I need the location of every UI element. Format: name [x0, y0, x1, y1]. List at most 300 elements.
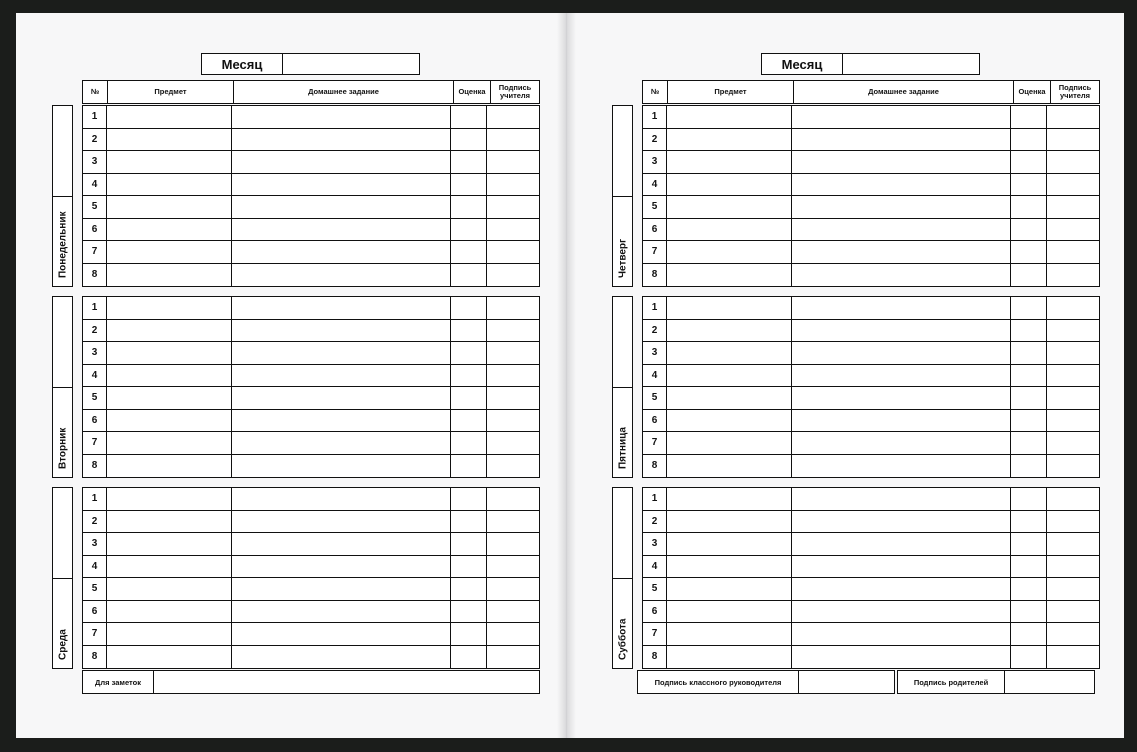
teacher-sign-cell[interactable] — [1047, 601, 1099, 623]
teacher-sign-cell[interactable] — [1047, 646, 1099, 669]
header-grade: Оценка — [1014, 81, 1051, 103]
teacher-sign-cell[interactable] — [487, 533, 539, 555]
teacher-sign-cell[interactable] — [487, 196, 539, 218]
day-name: Суббота — [617, 618, 628, 660]
homework-cell[interactable] — [792, 410, 1011, 432]
subject-cell[interactable] — [107, 219, 232, 241]
homework-cell[interactable] — [232, 556, 451, 578]
grade-cell[interactable] — [451, 342, 487, 364]
grade-cell[interactable] — [1011, 241, 1047, 263]
homework-cell[interactable] — [232, 646, 451, 669]
teacher-sign-cell[interactable] — [1047, 455, 1099, 478]
table-row — [643, 264, 1099, 287]
teacher-sign-cell[interactable] — [487, 320, 539, 342]
subject-cell[interactable] — [107, 241, 232, 263]
homework-cell[interactable] — [232, 241, 451, 263]
table-row — [643, 219, 1099, 242]
subject-cell[interactable] — [667, 297, 792, 319]
homework-cell[interactable] — [232, 533, 451, 555]
teacher-sign-cell[interactable] — [487, 219, 539, 241]
homework-cell[interactable] — [792, 533, 1011, 555]
grade-cell[interactable] — [451, 455, 487, 478]
homework-cell[interactable] — [232, 297, 451, 319]
subject-cell[interactable] — [667, 151, 792, 173]
homework-cell[interactable] — [792, 387, 1011, 409]
lesson-number: 5 — [83, 578, 107, 600]
lesson-number: 7 — [643, 241, 667, 263]
grade-cell[interactable] — [1011, 151, 1047, 173]
lesson-number: 6 — [83, 601, 107, 623]
day-label-box — [52, 296, 73, 478]
homework-cell[interactable] — [792, 129, 1011, 151]
grade-cell[interactable] — [1011, 410, 1047, 432]
grade-cell[interactable] — [1011, 488, 1047, 510]
teacher-sign-cell[interactable] — [487, 455, 539, 478]
subject-cell[interactable] — [107, 342, 232, 364]
table-row — [83, 488, 539, 511]
lesson-table — [82, 487, 540, 669]
homework-cell[interactable] — [232, 578, 451, 600]
subject-cell[interactable] — [107, 320, 232, 342]
table-row — [643, 533, 1099, 556]
day-name: Понедельник — [57, 211, 68, 278]
subject-cell[interactable] — [667, 410, 792, 432]
table-row — [83, 432, 539, 455]
table-row — [83, 623, 539, 646]
table-row — [83, 578, 539, 601]
subject-cell[interactable] — [107, 556, 232, 578]
homework-cell[interactable] — [232, 410, 451, 432]
lesson-number: 3 — [643, 151, 667, 173]
grade-cell[interactable] — [451, 556, 487, 578]
day-block — [612, 296, 1100, 478]
grade-cell[interactable] — [451, 219, 487, 241]
homework-cell[interactable] — [792, 601, 1011, 623]
grade-cell[interactable] — [451, 151, 487, 173]
grade-cell[interactable] — [451, 106, 487, 128]
homework-cell[interactable] — [232, 151, 451, 173]
lesson-number: 1 — [83, 488, 107, 510]
homework-cell[interactable] — [792, 556, 1011, 578]
subject-cell[interactable] — [107, 410, 232, 432]
teacher-sign-cell[interactable] — [1047, 410, 1099, 432]
teacher-sign-cell[interactable] — [1047, 106, 1099, 128]
header-subject: Предмет — [108, 81, 234, 103]
day-label-divider — [53, 387, 72, 388]
subject-cell[interactable] — [107, 106, 232, 128]
grade-cell[interactable] — [1011, 174, 1047, 196]
month-field — [201, 53, 420, 75]
table-row — [643, 297, 1099, 320]
subject-cell[interactable] — [107, 432, 232, 454]
grade-cell[interactable] — [1011, 646, 1047, 669]
homework-cell[interactable] — [232, 106, 451, 128]
class-teacher-sign-box — [637, 670, 895, 694]
subject-cell[interactable] — [667, 646, 792, 669]
subject-cell[interactable] — [667, 533, 792, 555]
teacher-sign-cell[interactable] — [487, 511, 539, 533]
grade-cell[interactable] — [451, 511, 487, 533]
subject-cell[interactable] — [667, 387, 792, 409]
lesson-table — [642, 105, 1100, 287]
day-label-box — [612, 487, 633, 669]
grade-cell[interactable] — [1011, 455, 1047, 478]
notes-box — [82, 670, 540, 694]
subject-cell[interactable] — [107, 264, 232, 287]
day-label-divider — [53, 578, 72, 579]
subject-cell[interactable] — [667, 365, 792, 387]
lesson-number: 5 — [643, 578, 667, 600]
table-row — [83, 297, 539, 320]
homework-cell[interactable] — [232, 488, 451, 510]
lesson-number: 1 — [643, 297, 667, 319]
homework-cell[interactable] — [792, 342, 1011, 364]
teacher-sign-cell[interactable] — [487, 623, 539, 645]
lesson-number: 5 — [643, 387, 667, 409]
teacher-sign-cell[interactable] — [1047, 556, 1099, 578]
homework-cell[interactable] — [792, 241, 1011, 263]
table-row — [643, 151, 1099, 174]
table-row — [83, 410, 539, 433]
day-block — [52, 105, 540, 287]
subject-cell[interactable] — [667, 488, 792, 510]
table-row — [643, 410, 1099, 433]
homework-cell[interactable] — [232, 623, 451, 645]
homework-cell[interactable] — [232, 129, 451, 151]
teacher-sign-cell[interactable] — [487, 174, 539, 196]
lesson-number: 1 — [83, 106, 107, 128]
table-row — [83, 533, 539, 556]
month-input[interactable] — [283, 54, 419, 74]
teacher-sign-cell[interactable] — [487, 432, 539, 454]
table-row — [643, 320, 1099, 343]
subject-cell[interactable] — [107, 623, 232, 645]
subject-cell[interactable] — [107, 488, 232, 510]
table-row — [83, 106, 539, 129]
homework-cell[interactable] — [792, 151, 1011, 173]
homework-cell[interactable] — [232, 320, 451, 342]
table-row — [643, 556, 1099, 579]
grade-cell[interactable] — [451, 297, 487, 319]
subject-cell[interactable] — [667, 196, 792, 218]
day-name: Вторник — [57, 427, 68, 469]
teacher-sign-cell[interactable] — [1047, 432, 1099, 454]
day-label-divider — [613, 196, 632, 197]
grade-cell[interactable] — [1011, 578, 1047, 600]
table-row — [643, 129, 1099, 152]
teacher-sign-cell[interactable] — [487, 264, 539, 287]
lesson-number: 6 — [643, 410, 667, 432]
teacher-sign-cell[interactable] — [1047, 151, 1099, 173]
homework-cell[interactable] — [232, 365, 451, 387]
table-row — [643, 241, 1099, 264]
grade-cell[interactable] — [451, 129, 487, 151]
homework-cell[interactable] — [792, 219, 1011, 241]
day-label-box — [612, 105, 633, 287]
day-label-box — [52, 105, 73, 287]
subject-cell[interactable] — [667, 342, 792, 364]
subject-cell[interactable] — [107, 455, 232, 478]
lesson-number: 5 — [643, 196, 667, 218]
subject-cell[interactable] — [107, 151, 232, 173]
grade-cell[interactable] — [1011, 342, 1047, 364]
grade-cell[interactable] — [451, 196, 487, 218]
table-row — [83, 174, 539, 197]
lesson-number: 7 — [83, 432, 107, 454]
grade-cell[interactable] — [451, 241, 487, 263]
month-label: Месяц — [202, 54, 283, 74]
homework-cell[interactable] — [232, 219, 451, 241]
table-row — [83, 196, 539, 219]
homework-cell[interactable] — [792, 264, 1011, 287]
table-row — [643, 488, 1099, 511]
teacher-sign-cell[interactable] — [1047, 578, 1099, 600]
homework-cell[interactable] — [792, 365, 1011, 387]
grade-cell[interactable] — [1011, 297, 1047, 319]
lesson-number: 7 — [83, 623, 107, 645]
grade-cell[interactable] — [451, 264, 487, 287]
teacher-sign-cell[interactable] — [1047, 241, 1099, 263]
grade-cell[interactable] — [1011, 601, 1047, 623]
teacher-sign-cell[interactable] — [487, 241, 539, 263]
table-row — [643, 342, 1099, 365]
day-label-divider — [613, 578, 632, 579]
subject-cell[interactable] — [107, 578, 232, 600]
grade-cell[interactable] — [451, 623, 487, 645]
grade-cell[interactable] — [451, 174, 487, 196]
subject-cell[interactable] — [107, 365, 232, 387]
subject-cell[interactable] — [667, 174, 792, 196]
day-label-box — [52, 487, 73, 669]
grade-cell[interactable] — [451, 601, 487, 623]
grade-cell[interactable] — [1011, 264, 1047, 287]
homework-cell[interactable] — [792, 432, 1011, 454]
day-name: Пятница — [617, 427, 628, 469]
teacher-sign-cell[interactable] — [1047, 387, 1099, 409]
grade-cell[interactable] — [1011, 387, 1047, 409]
teacher-sign-cell[interactable] — [1047, 320, 1099, 342]
subject-cell[interactable] — [107, 196, 232, 218]
homework-cell[interactable] — [792, 106, 1011, 128]
teacher-sign-cell[interactable] — [487, 129, 539, 151]
table-row — [643, 196, 1099, 219]
homework-cell[interactable] — [232, 342, 451, 364]
homework-cell[interactable] — [232, 387, 451, 409]
teacher-sign-cell[interactable] — [487, 556, 539, 578]
teacher-sign-cell[interactable] — [487, 488, 539, 510]
teacher-sign-cell[interactable] — [487, 601, 539, 623]
lesson-number: 5 — [83, 196, 107, 218]
subject-cell[interactable] — [667, 601, 792, 623]
lesson-number: 8 — [643, 264, 667, 287]
teacher-sign-cell[interactable] — [1047, 488, 1099, 510]
table-row — [83, 241, 539, 264]
teacher-sign-cell[interactable] — [487, 297, 539, 319]
teacher-sign-cell[interactable] — [487, 151, 539, 173]
lesson-number: 2 — [643, 320, 667, 342]
table-row — [643, 511, 1099, 534]
table-row — [83, 129, 539, 152]
header-homework: Домашнее задание — [234, 81, 454, 103]
grade-cell[interactable] — [1011, 196, 1047, 218]
homework-cell[interactable] — [792, 196, 1011, 218]
table-row — [643, 174, 1099, 197]
lesson-number: 3 — [83, 342, 107, 364]
subject-cell[interactable] — [667, 556, 792, 578]
subject-cell[interactable] — [107, 646, 232, 669]
grade-cell[interactable] — [1011, 533, 1047, 555]
homework-cell[interactable] — [232, 196, 451, 218]
parents-sign-box — [897, 670, 1095, 694]
table-row — [83, 601, 539, 624]
grade-cell[interactable] — [451, 365, 487, 387]
lesson-table — [642, 296, 1100, 478]
subject-cell[interactable] — [667, 320, 792, 342]
lesson-number: 4 — [643, 556, 667, 578]
table-row — [643, 387, 1099, 410]
subject-cell[interactable] — [107, 297, 232, 319]
table-row — [83, 151, 539, 174]
lesson-table — [82, 105, 540, 287]
teacher-sign-cell[interactable] — [1047, 365, 1099, 387]
homework-cell[interactable] — [792, 488, 1011, 510]
grade-cell[interactable] — [1011, 623, 1047, 645]
subject-cell[interactable] — [667, 106, 792, 128]
homework-cell[interactable] — [792, 455, 1011, 478]
teacher-sign-cell[interactable] — [1047, 174, 1099, 196]
notes-label: Для заметок — [83, 671, 154, 693]
homework-cell[interactable] — [792, 511, 1011, 533]
grade-cell[interactable] — [1011, 556, 1047, 578]
grade-cell[interactable] — [451, 387, 487, 409]
teacher-sign-cell[interactable] — [487, 387, 539, 409]
homework-cell[interactable] — [232, 511, 451, 533]
teacher-sign-cell[interactable] — [1047, 129, 1099, 151]
subject-cell[interactable] — [107, 601, 232, 623]
grade-cell[interactable] — [1011, 432, 1047, 454]
lesson-number: 1 — [643, 488, 667, 510]
grade-cell[interactable] — [1011, 365, 1047, 387]
grade-cell[interactable] — [451, 432, 487, 454]
day-label-divider — [53, 196, 72, 197]
grade-cell[interactable] — [451, 578, 487, 600]
homework-cell[interactable] — [232, 601, 451, 623]
teacher-sign-cell[interactable] — [1047, 264, 1099, 287]
teacher-sign-cell[interactable] — [487, 410, 539, 432]
subject-cell[interactable] — [667, 578, 792, 600]
homework-cell[interactable] — [232, 174, 451, 196]
grade-cell[interactable] — [1011, 129, 1047, 151]
lesson-number: 2 — [643, 129, 667, 151]
lesson-number: 6 — [643, 601, 667, 623]
lesson-number: 6 — [83, 219, 107, 241]
subject-cell[interactable] — [107, 174, 232, 196]
teacher-sign-cell[interactable] — [487, 646, 539, 669]
header-subject: Предмет — [668, 81, 794, 103]
subject-cell[interactable] — [667, 511, 792, 533]
homework-cell[interactable] — [792, 578, 1011, 600]
subject-cell[interactable] — [107, 387, 232, 409]
subject-cell[interactable] — [667, 264, 792, 287]
grade-cell[interactable] — [1011, 511, 1047, 533]
class-teacher-sign-input[interactable] — [799, 671, 894, 693]
teacher-sign-cell[interactable] — [1047, 342, 1099, 364]
grade-cell[interactable] — [451, 533, 487, 555]
table-row — [643, 646, 1099, 669]
teacher-sign-cell[interactable] — [1047, 511, 1099, 533]
subject-cell[interactable] — [667, 241, 792, 263]
homework-cell[interactable] — [792, 623, 1011, 645]
subject-cell[interactable] — [107, 129, 232, 151]
teacher-sign-cell[interactable] — [487, 578, 539, 600]
header-teacher-sign: Подпись учителя — [1058, 83, 1092, 100]
subject-cell[interactable] — [667, 623, 792, 645]
header-num: № — [83, 81, 108, 103]
grade-cell[interactable] — [1011, 219, 1047, 241]
homework-cell[interactable] — [232, 264, 451, 287]
table-row — [643, 578, 1099, 601]
teacher-sign-cell[interactable] — [1047, 623, 1099, 645]
lesson-number: 8 — [83, 264, 107, 287]
grade-cell[interactable] — [1011, 106, 1047, 128]
homework-cell[interactable] — [792, 174, 1011, 196]
table-header — [82, 80, 540, 104]
class-teacher-sign-label: Подпись классного руководителя — [638, 671, 799, 693]
table-header — [642, 80, 1100, 104]
homework-cell[interactable] — [792, 297, 1011, 319]
left-page — [16, 13, 557, 738]
day-block — [52, 487, 540, 669]
day-block — [612, 105, 1100, 287]
month-input[interactable] — [843, 54, 979, 74]
subject-cell[interactable] — [667, 129, 792, 151]
teacher-sign-cell[interactable] — [487, 365, 539, 387]
subject-cell[interactable] — [107, 533, 232, 555]
lesson-number: 6 — [643, 219, 667, 241]
grade-cell[interactable] — [451, 488, 487, 510]
teacher-sign-cell[interactable] — [1047, 297, 1099, 319]
teacher-sign-cell[interactable] — [487, 106, 539, 128]
teacher-sign-cell[interactable] — [1047, 219, 1099, 241]
subject-cell[interactable] — [667, 455, 792, 478]
homework-cell[interactable] — [792, 320, 1011, 342]
grade-cell[interactable] — [451, 320, 487, 342]
book-spine — [557, 13, 576, 738]
lesson-number: 2 — [83, 511, 107, 533]
grade-cell[interactable] — [451, 646, 487, 669]
lesson-table — [642, 487, 1100, 669]
homework-cell[interactable] — [792, 646, 1011, 669]
homework-cell[interactable] — [232, 455, 451, 478]
notes-input[interactable] — [154, 671, 539, 693]
lesson-number: 2 — [83, 320, 107, 342]
table-row — [83, 342, 539, 365]
subject-cell[interactable] — [667, 219, 792, 241]
lesson-number: 7 — [643, 432, 667, 454]
parents-sign-input[interactable] — [1005, 671, 1094, 693]
lesson-number: 2 — [643, 511, 667, 533]
teacher-sign-cell[interactable] — [487, 342, 539, 364]
subject-cell[interactable] — [667, 432, 792, 454]
grade-cell[interactable] — [451, 410, 487, 432]
table-row — [83, 264, 539, 287]
lesson-number: 5 — [83, 387, 107, 409]
homework-cell[interactable] — [232, 432, 451, 454]
subject-cell[interactable] — [107, 511, 232, 533]
grade-cell[interactable] — [1011, 320, 1047, 342]
teacher-sign-cell[interactable] — [1047, 196, 1099, 218]
teacher-sign-cell[interactable] — [1047, 533, 1099, 555]
